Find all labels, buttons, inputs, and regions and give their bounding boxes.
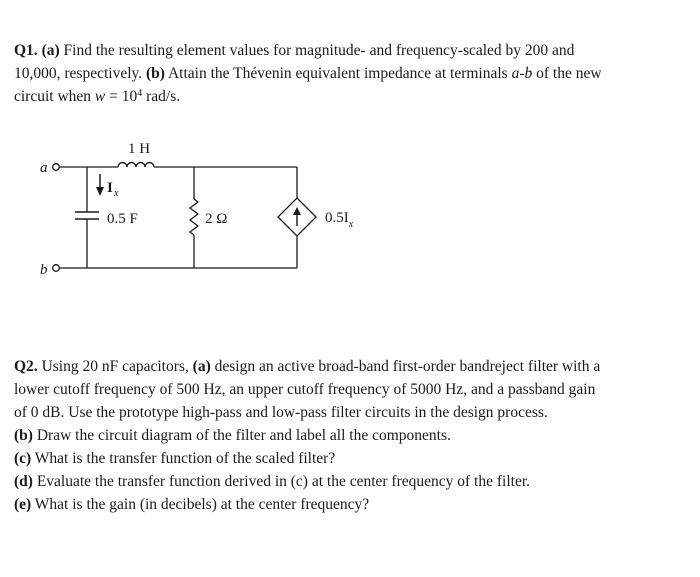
q2-line1-start: Using 20 nF capacitors, <box>37 358 193 375</box>
q2-part-a-label: (a) <box>192 358 211 375</box>
q2-line-1 <box>14 355 674 378</box>
q2-part-b <box>14 424 674 447</box>
question-2 <box>14 355 674 516</box>
current-label-ix: I <box>107 180 113 196</box>
exponent: 4 <box>137 88 143 99</box>
q2-line-2: lower cutoff frequency of 500 Hz, an upper cutoff frequency of 5000 Hz, and a passband gain <box>14 381 596 398</box>
q2-part-d-label: (d) <box>14 473 33 490</box>
q1-line2-mid: Attain the Thévenin equivalent impedance at terminals <box>164 65 512 82</box>
q2-part-c <box>14 447 674 470</box>
source-label <box>325 210 354 230</box>
q1-number: Q1. <box>14 42 38 59</box>
inductor-label: 1 H <box>128 141 151 157</box>
current-arrow-head-icon <box>96 187 104 196</box>
q1-line2-end: of the new <box>532 65 602 82</box>
q2-part-d <box>14 470 674 493</box>
q2-part-d-text: Evaluate the transfer function derived in (c) at the center frequency of the filter. <box>32 473 531 490</box>
q2-part-b-label: (b) <box>14 427 33 444</box>
q2-part-c-label: (c) <box>14 450 32 467</box>
q1-line3-start: circuit when <box>14 88 95 105</box>
q2-number: Q2. <box>14 358 38 375</box>
terminal-a-node <box>53 164 60 171</box>
inductor <box>118 163 154 168</box>
dash: - <box>519 65 525 82</box>
terminal-a-label: a <box>40 160 48 176</box>
terminal-b-ref: b <box>524 65 533 82</box>
q2-line1-end: design an active broad-band first-order bandreject filter with a <box>210 358 601 375</box>
terminal-b-label: b <box>40 262 48 278</box>
source-arrow-up-icon <box>293 207 301 215</box>
q2-part-c-text: What is the transfer function of the scaled filter? <box>31 450 336 467</box>
q2-part-e <box>14 493 674 516</box>
q1-part-a-text: Find the resulting element values for magnitude- and frequency-scaled by 200 and <box>59 42 575 59</box>
q1-part-a-label: (a) <box>41 42 60 59</box>
q1-line2-start: 10,000, respectively. <box>14 65 146 82</box>
q2-part-e-label: (e) <box>14 496 32 513</box>
q1-part-b-label: (b) <box>146 65 165 82</box>
q2-part-b-text: Draw the circuit diagram of the filter and label all the components. <box>32 427 451 444</box>
q2-part-e-text: What is the gain (in decibels) at the center frequency? <box>31 496 370 513</box>
q1-line3-eq: = 10 <box>105 88 138 105</box>
current-label-subscript: x <box>114 188 119 199</box>
source-label-main: 0.5I <box>325 210 349 226</box>
resistor <box>190 199 198 235</box>
omega-symbol: w <box>94 88 106 105</box>
q2-line-3: of 0 dB. Use the prototype high-pass and low-pass filter circuits in the design process. <box>14 404 548 421</box>
source-label-subscript: x <box>348 219 354 230</box>
resistor-label: 2 Ω <box>205 211 228 227</box>
terminal-a-ref: a <box>511 65 520 82</box>
q1-line3-end: rad/s. <box>142 88 181 105</box>
capacitor-label: 0.5 F <box>107 211 138 227</box>
terminal-b-node <box>53 265 60 272</box>
